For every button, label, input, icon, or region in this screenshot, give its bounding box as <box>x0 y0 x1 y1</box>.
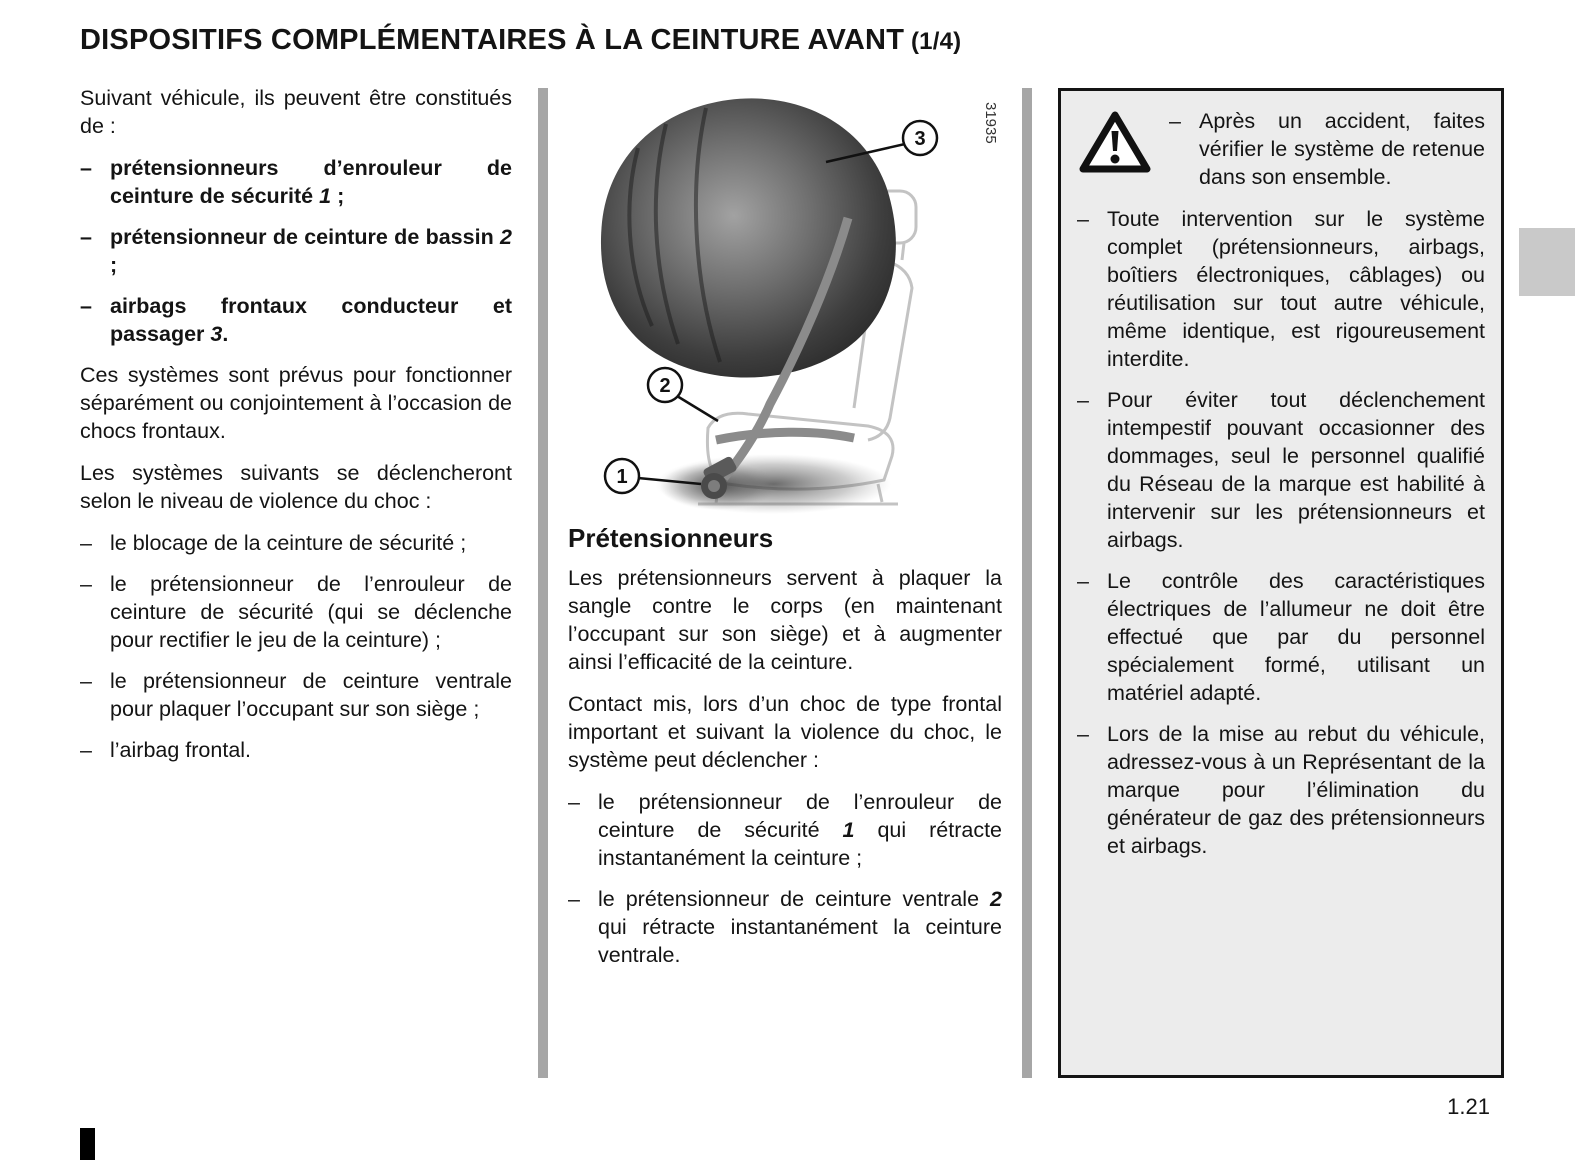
item-text <box>598 885 1002 969</box>
item-ref-number: 2 <box>500 225 512 249</box>
item-dash: – <box>568 790 580 814</box>
item-text-pre: prétensionneurs d’enrouleur de ceinture de sécurité <box>110 156 512 208</box>
middle-paragraph: Contact mis, lors d’un choc de type frontal important et suivant la violence du choc, le système peut déclencher : <box>568 692 1002 772</box>
trigger-item <box>80 667 512 723</box>
warning-item-first <box>1077 107 1485 191</box>
callout-3 <box>903 121 937 155</box>
item-text-post: . <box>222 322 229 346</box>
warning-triangle-icon <box>1077 107 1169 191</box>
item-text: le blocage de la ceinture de sécurité ; <box>110 531 467 555</box>
figure-number: 31935 <box>982 102 999 144</box>
column-divider-left <box>538 88 548 1078</box>
callout-2-label: 2 <box>659 375 671 397</box>
warning-item <box>1077 386 1485 554</box>
item-dash: – <box>1077 569 1089 593</box>
item-text-post: ; <box>331 184 345 208</box>
item-dash: – <box>1077 388 1089 412</box>
callout-1-label: 1 <box>616 466 628 488</box>
item-dash: – <box>80 669 92 693</box>
item-text <box>598 788 1002 872</box>
warning-item <box>1077 720 1485 860</box>
item-text-pre: le prétensionneur de l’enrouleur de ceinture de sécurité <box>598 790 1002 842</box>
page-title <box>80 24 961 57</box>
airbag-shape <box>601 98 896 377</box>
item-text: Pour éviter tout déclenchement intempestif pouvant occasionner des dommages, seul le personnel qualifié du Réseau de la marque est habilité à intervenir sur les prétensionneurs et airbags. <box>1107 388 1485 552</box>
item-text: le prétensionneur de ceinture ventrale pour plaquer l’occupant sur son siège ; <box>110 669 512 721</box>
item-ref-number: 3 <box>210 322 223 346</box>
trigger-item <box>80 570 512 654</box>
warning-item <box>1169 107 1485 191</box>
left-paragraph: Les systèmes suivants se déclencheront selon le niveau de violence du choc : <box>80 461 512 513</box>
item-ref-number: 1 <box>319 184 332 208</box>
item-text <box>110 154 512 210</box>
item-text-pre: prétensionneur de ceinture de bassin <box>110 225 501 249</box>
item-dash: – <box>80 531 92 555</box>
left-column <box>80 84 512 777</box>
item-text: l’airbag frontal. <box>110 738 252 762</box>
callout-1 <box>605 459 639 493</box>
seat-airbag-illustration <box>568 88 1002 516</box>
item-dash: – <box>80 225 92 249</box>
warning-item <box>1077 567 1485 707</box>
item-text-pre: le prétensionneur de ceinture ventrale <box>598 887 991 911</box>
item-dash: – <box>1077 207 1089 231</box>
trigger-item <box>80 529 512 557</box>
item-text-post: qui rétracte instantanément la ceinture ventrale. <box>598 915 1002 967</box>
pretensioners-heading: Prétensionneurs <box>568 523 774 553</box>
item-text: Après un accident, faites vérifier le système de retenue dans son ensemble. <box>1199 109 1485 189</box>
section-edge-tab <box>1519 228 1575 296</box>
page-title-suffix: (1/4) <box>904 28 962 55</box>
left-intro: Suivant véhicule, ils peuvent être constitués de : <box>80 86 512 138</box>
callout-2 <box>648 368 682 402</box>
item-ref-number: 2 <box>990 887 1002 911</box>
item-text-pre: airbags frontaux conducteur et passager <box>110 294 512 346</box>
corner-marker <box>80 1128 95 1160</box>
feature-item <box>80 223 512 279</box>
item-text: Toute intervention sur le système complet (prétensionneurs, airbags, boîtiers électroniques, câblages) ou réutilisation sur tout autre véhicule, même identique, est rigoureusement interdite. <box>1107 207 1485 371</box>
item-text: Le contrôle des caractéristiques électriques de l’allumeur ne doit être effectué que par du personnel spécialement formé, utilisant un matériel adapté. <box>1107 569 1485 705</box>
item-dash: – <box>1077 722 1089 746</box>
page-number: 1.21 <box>1447 1094 1490 1119</box>
seat-airbag-drawing <box>568 88 1002 516</box>
feature-item <box>80 292 512 348</box>
item-text-post: qui rétracte instantanément la ceinture ; <box>598 818 1002 870</box>
item-dash: – <box>1169 109 1181 133</box>
middle-paragraph: Les prétensionneurs servent à plaquer la sangle contre le corps (en maintenant l’occupant sur son siège) et à augmenter ainsi l’efficacité de la ceinture. <box>568 566 1002 674</box>
feature-item <box>80 154 512 210</box>
item-dash: – <box>568 887 580 911</box>
item-ref-number: 1 <box>842 818 855 842</box>
item-text <box>110 223 512 279</box>
callout-3-label: 3 <box>914 128 926 150</box>
column-divider-right <box>1022 88 1032 1078</box>
item-dash: – <box>80 738 92 762</box>
item-text: Lors de la mise au rebut du véhicule, adressez-vous à un Représentant de la marque pour l’élimination du générateur de gaz des prétensionneurs et airbags. <box>1107 722 1485 858</box>
page-title-text: DISPOSITIFS COMPLÉMENTAIRES À LA CEINTURE AVANT <box>80 24 905 56</box>
trigger-item <box>80 736 512 764</box>
pretensioner-item <box>568 788 1002 872</box>
middle-column <box>568 524 1002 982</box>
left-paragraph: Ces systèmes sont prévus pour fonctionner séparément ou conjointement à l’occasion de chocs frontaux. <box>80 363 512 443</box>
warning-item <box>1077 205 1485 373</box>
pretensioner-item <box>568 885 1002 969</box>
item-text <box>110 292 512 348</box>
warning-box <box>1058 88 1504 1078</box>
item-text: le prétensionneur de l’enrouleur de ceinture de sécurité (qui se déclenche pour rectifier le jeu de la ceinture) ; <box>110 572 512 652</box>
item-dash: – <box>80 156 92 180</box>
item-text-post: ; <box>110 253 118 277</box>
belt-retractor-hub <box>708 480 720 492</box>
item-dash: – <box>80 294 92 318</box>
item-dash: – <box>80 572 92 596</box>
